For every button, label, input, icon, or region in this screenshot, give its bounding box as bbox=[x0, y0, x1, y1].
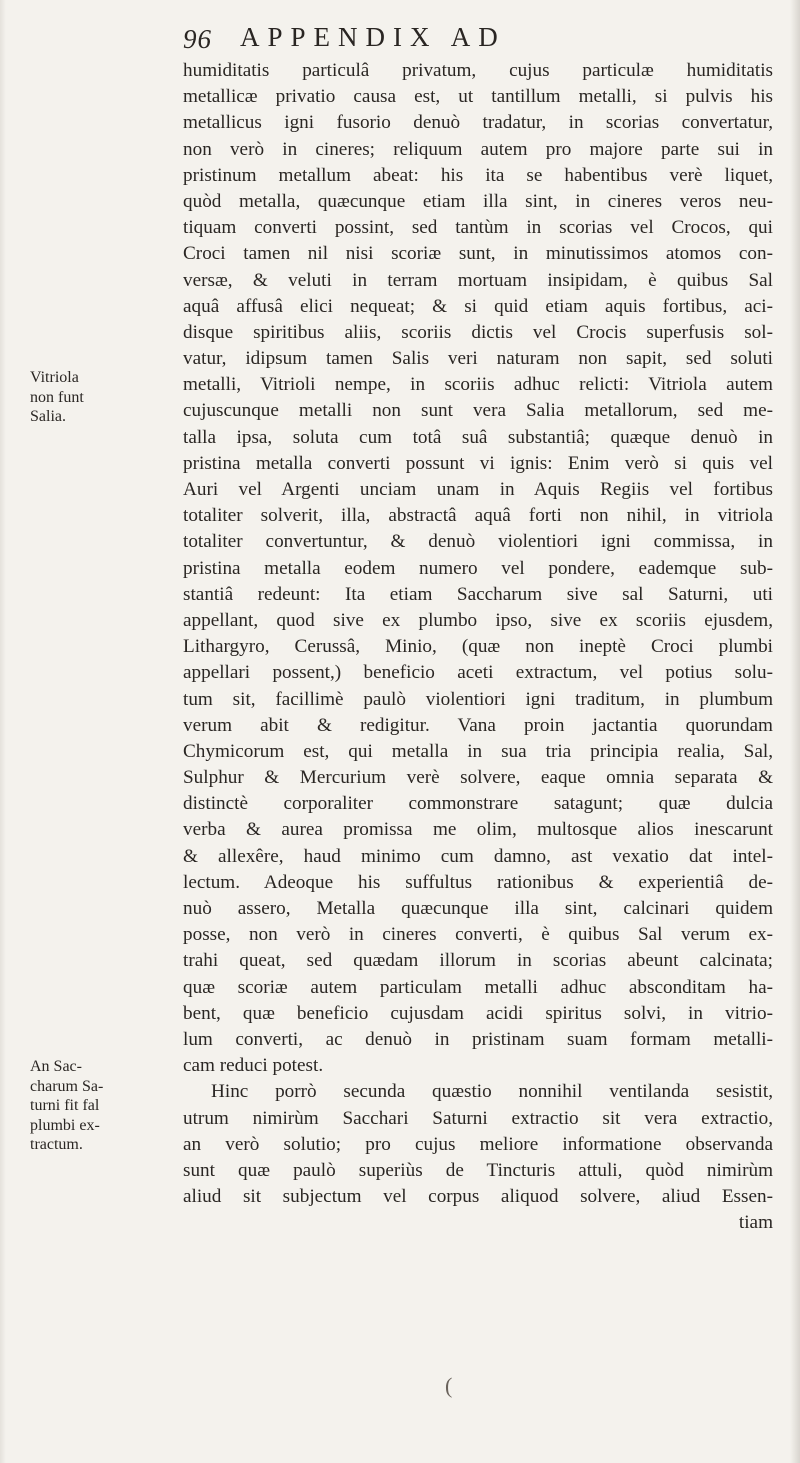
text-line: Lithargyro, Cerussâ, Minio, (quæ non ineptè Croci plumbi bbox=[183, 636, 773, 658]
text-line: distinctè corporaliter commonstrare satagunt; quæ dulcia bbox=[183, 793, 773, 815]
text-line: cujuscunque metalli non sunt vera Salia metallorum, sed me- bbox=[183, 400, 773, 422]
margin-note-line: Salia. bbox=[30, 408, 66, 425]
margin-note-line: charum Sa- bbox=[30, 1077, 104, 1095]
text-line: cam reduci potest. bbox=[183, 1055, 324, 1077]
text-line: non verò in cineres; reliquum autem pro majore parte sui in bbox=[183, 138, 773, 160]
stray-ink-mark: ( bbox=[445, 1373, 453, 1398]
page-number: 96 bbox=[183, 24, 212, 54]
text-line: tum sit, facillimè paulò violentiori igni traditum, in plumbum bbox=[183, 688, 773, 710]
text-line: Auri vel Argenti unciam unam in Aquis Regiis vel fortibus bbox=[183, 479, 773, 500]
text-line: stantiâ redeunt: Ita etiam Saccharum sive sal Saturni, uti bbox=[183, 583, 773, 605]
text-line: Hinc porrò secunda quæstio nonnihil ventilanda sesistit, bbox=[211, 1081, 773, 1103]
margin-note-line: plumbi ex- bbox=[30, 1116, 100, 1134]
text-line: metalli, Vitrioli nempe, in scoriis adhuc relicti: Vitriola autem bbox=[183, 374, 773, 396]
text-line: appellant, quod sive ex plumbo ipso, sive ex scoriis ejusdem, bbox=[183, 609, 773, 631]
margin-note-vitriola bbox=[30, 368, 170, 427]
text-line: quæ scoriæ autem particulam metalli adhuc absconditam ha- bbox=[183, 976, 773, 998]
running-head: APPENDIX AD bbox=[240, 22, 506, 52]
text-line: & allexêre, haud minimo cum damno, ast vexatio dat intel- bbox=[183, 845, 773, 867]
text-line: Chymicorum est, qui metalla in sua tria principia realia, Sal, bbox=[183, 740, 773, 762]
text-line: quòd metalla, quæcunque etiam illa sint, in cineres veros neu- bbox=[183, 190, 773, 212]
text-line: totaliter solverit, illa, abstractâ aquâ forti non nihil, in vitriola bbox=[183, 505, 773, 527]
text-line: nuò assero, Metalla quæcunque illa sint, calcinari quidem bbox=[183, 898, 773, 919]
text-line: verba & aurea promissa me olim, multosque alios inescarunt bbox=[183, 819, 773, 841]
text-line: Sulphur & Mercurium verè solvere, eaque omnia separata & bbox=[183, 767, 773, 789]
text-line: humiditatis particulâ privatum, cujus particulæ humiditatis bbox=[183, 60, 773, 81]
text-line: aquâ affusâ elici nequeat; & si quid etiam aquis fortibus, aci- bbox=[183, 295, 773, 317]
text-line: tiquam converti possint, sed tantùm in scorias vel Crocos, qui bbox=[183, 217, 773, 239]
body-text bbox=[183, 58, 773, 1236]
margin-note-line: An Sac- bbox=[30, 1058, 82, 1075]
text-line: totaliter convertuntur, & denuò violentiori igni commissa, in bbox=[183, 531, 773, 553]
margin-note-line: non funt bbox=[30, 388, 84, 406]
text-line: utrum nimirùm Sacchari Saturni extractio sit vera extractio, bbox=[183, 1107, 773, 1129]
text-line: vatur, idipsum tamen Salis veri naturam non sapit, sed soluti bbox=[183, 348, 773, 370]
text-line: trahi queat, sed quædam illorum in scorias abeunt calcinata; bbox=[183, 950, 773, 972]
page-right-shadow bbox=[790, 0, 800, 1463]
text-line: lectum. Adeoque his suffultus rationibus & experientiâ de- bbox=[183, 871, 773, 893]
text-line: pristina metalla eodem numero vel pondere, eademque sub- bbox=[183, 557, 773, 579]
margin-note-line: tractum. bbox=[30, 1136, 83, 1153]
text-line: pristina metalla converti possunt vi ignis: Enim verò si quis vel bbox=[183, 452, 773, 474]
text-line: lum converti, ac denuò in pristinam suam formam metalli- bbox=[183, 1028, 773, 1050]
text-line: sunt quæ paulò superiùs de Tincturis attuli, quòd nimirùm bbox=[183, 1159, 773, 1181]
margin-note-line: Vitriola bbox=[30, 369, 79, 386]
text-line: pristinum metallum abeat: his ita se habentibus verè liquet, bbox=[183, 164, 773, 186]
text-line: disque spiritibus aliis, scoriis dictis vel Crocis superfusis sol- bbox=[183, 321, 773, 343]
text-line: Croci tamen nil nisi scoriæ sunt, in minutissimos atomos con- bbox=[183, 243, 773, 265]
page-left-shadow bbox=[0, 0, 6, 1463]
text-line: posse, non verò in cineres converti, è quibus Sal verum ex- bbox=[183, 924, 773, 946]
text-line: appellari possent,) beneficio aceti extractum, vel potius solu- bbox=[183, 662, 773, 684]
text-line: metallicæ privatio causa est, ut tantillum metalli, si pulvis his bbox=[183, 86, 773, 108]
text-line: aliud sit subjectum vel corpus aliquod solvere, aliud Essen- bbox=[183, 1186, 773, 1208]
margin-note-saccharum bbox=[30, 1057, 170, 1155]
text-line: an verò solutio; pro cujus meliore informatione observanda bbox=[183, 1133, 773, 1155]
text-line: talla ipsa, soluta cum totâ suâ substantiâ; quæque denuò in bbox=[183, 426, 773, 448]
text-line: metallicus igni fusorio denuò tradatur, in scorias convertatur, bbox=[183, 112, 773, 134]
text-line: verum abit & redigitur. Vana proin jactantia quorundam bbox=[183, 714, 773, 736]
text-line: versæ, & veluti in terram mortuam insipidam, è quibus Sal bbox=[183, 269, 773, 291]
margin-note-line: turni fit fal bbox=[30, 1097, 100, 1114]
catchword: tiam bbox=[738, 1212, 773, 1234]
text-line: bent, quæ beneficio cujusdam acidi spiritus solvi, in vitrio- bbox=[183, 1002, 773, 1024]
